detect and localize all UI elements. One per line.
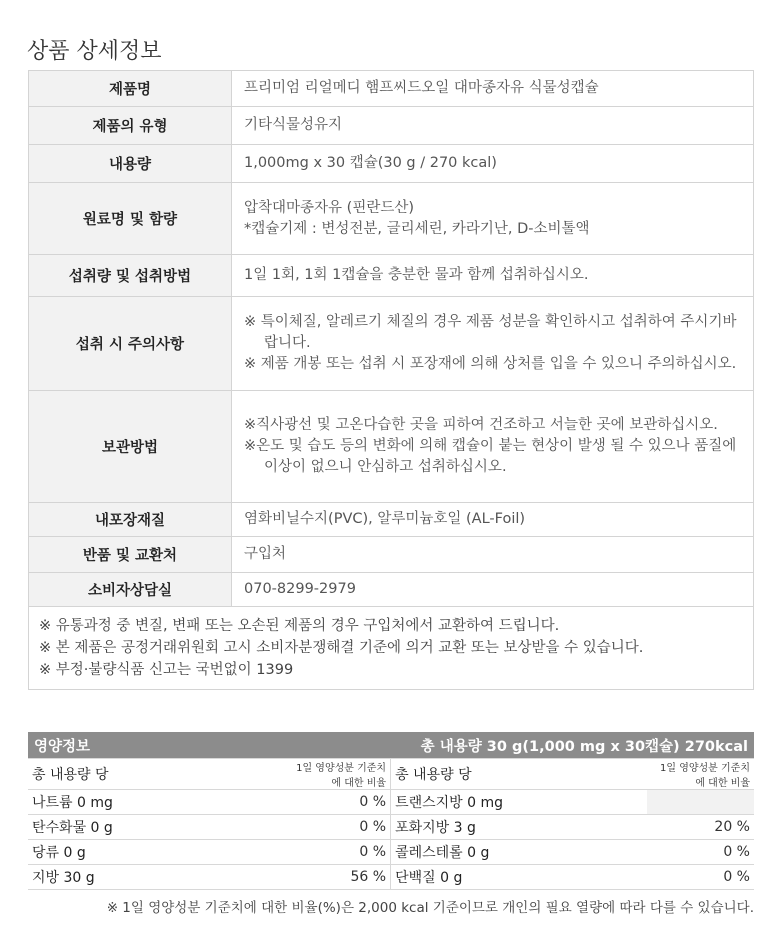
- nutrient-name: 트랜스지방 0 mg: [391, 790, 648, 815]
- sub-right-label: 총 내용량 당: [391, 759, 648, 790]
- sub-left-label: 총 내용량 당: [28, 759, 284, 790]
- nutrition-subheader: [28, 759, 754, 790]
- detail-label: 내포장재질: [29, 503, 232, 537]
- detail-line: 압착대마종자유 (핀란드산): [244, 199, 414, 216]
- detail-row: [29, 145, 754, 183]
- detail-row: [29, 573, 754, 607]
- nutrition-footnote: ※ 1일 영양성분 기준치에 대한 비율(%)은 2,000 kcal 기준이므로 개인의 필요 열량에 따라 다를 수 있습니다.: [106, 900, 754, 916]
- nutrient-pct: 0 %: [647, 840, 754, 865]
- detail-row: [29, 71, 754, 107]
- detail-value: [232, 183, 754, 255]
- detail-label: 제품명: [29, 71, 232, 107]
- detail-row: [29, 255, 754, 297]
- detail-line: *캡슐기제 : 변성전분, 글리세린, 카라기난, D-소비톨액: [244, 220, 590, 237]
- nutrient-name: 포화지방 3 g: [391, 815, 648, 840]
- detail-line: ※ 특이체질, 알레르기 체질의 경우 제품 성분을 확인하시고 섭취하여 주시기바랍니다.: [244, 314, 737, 351]
- nutrition-row: [28, 865, 754, 890]
- product-detail-table: [28, 70, 754, 690]
- nutrition-row: [28, 840, 754, 865]
- detail-label: 제품의 유형: [29, 107, 232, 145]
- detail-row: [29, 503, 754, 537]
- detail-value: 구입처: [232, 537, 754, 573]
- nutrient-pct: 0 %: [284, 790, 391, 815]
- detail-label: 반품 및 교환처: [29, 537, 232, 573]
- detail-line: ※온도 및 습도 등의 변화에 의해 캡슐이 붙는 현상이 발생 될 수 있으나 품질에 이상이 없으니 안심하고 섭취하십시오.: [244, 438, 737, 475]
- page-title: 상품 상세정보: [27, 39, 162, 64]
- nutrient-name: 콜레스테롤 0 g: [391, 840, 648, 865]
- nutrient-name: 탄수화물 0 g: [28, 815, 284, 840]
- nutrition-table: [28, 732, 754, 890]
- nutrient-name: 지방 30 g: [28, 865, 284, 890]
- detail-value: 1일 1회, 1회 1캡슐을 충분한 물과 함께 섭취하십시오.: [232, 255, 754, 297]
- notes-cell: [29, 607, 754, 690]
- detail-row: [29, 107, 754, 145]
- detail-label: 원료명 및 함량: [29, 183, 232, 255]
- nutrition-total: 총 내용량 30 g(1,000 mg x 30캡슐) 270kcal: [391, 732, 754, 759]
- detail-value: 프리미엄 리얼메디 햄프씨드오일 대마종자유 식물성캡슐: [232, 71, 754, 107]
- notes-row: [29, 607, 754, 690]
- detail-label: 내용량: [29, 145, 232, 183]
- detail-label: 섭취량 및 섭취방법: [29, 255, 232, 297]
- nutrition-header: [28, 732, 754, 759]
- detail-row: [29, 391, 754, 503]
- nutrition-row: [28, 790, 754, 815]
- detail-line: ※ 제품 개봉 또는 섭취 시 포장재에 의해 상처를 입을 수 있으니 주의하십시오.: [244, 356, 737, 372]
- sub-left-pct: 1일 영양성분 기준치에 대한 비율: [284, 759, 391, 790]
- nutrient-pct: 20 %: [647, 815, 754, 840]
- nutrient-pct: 0 %: [284, 815, 391, 840]
- detail-value: 기타식물성유지: [232, 107, 754, 145]
- detail-row: [29, 183, 754, 255]
- nutrient-pct: 0 %: [647, 865, 754, 890]
- detail-line: ※직사광선 및 고온다습한 곳을 피하여 건조하고 서늘한 곳에 보관하십시오.: [244, 417, 718, 433]
- nutrition-title: 영양정보: [28, 732, 391, 759]
- nutrient-pct: 56 %: [284, 865, 391, 890]
- sub-right-pct: 1일 영양성분 기준치에 대한 비율: [647, 759, 754, 790]
- note-line: ※ 부정·불량식품 신고는 국번없이 1399: [39, 662, 294, 678]
- detail-label: 소비자상담실: [29, 573, 232, 607]
- nutrient-name: 당류 0 g: [28, 840, 284, 865]
- note-line: ※ 본 제품은 공정거래위원회 고시 소비자분쟁해결 기준에 의거 교환 또는 보상받을 수 있습니다.: [39, 640, 644, 656]
- detail-value: [232, 297, 754, 391]
- note-line: ※ 유통과정 중 변질, 변패 또는 오손된 제품의 경우 구입처에서 교환하여 드립니다.: [39, 618, 560, 634]
- nutrition-row: [28, 815, 754, 840]
- detail-label: 보관방법: [29, 391, 232, 503]
- detail-value: 염화비닐수지(PVC), 알루미늄호일 (AL-Foil): [232, 503, 754, 537]
- nutrient-name: 단백질 0 g: [391, 865, 648, 890]
- detail-label: 섭취 시 주의사항: [29, 297, 232, 391]
- detail-value: [232, 391, 754, 503]
- detail-value: 070-8299-2979: [232, 573, 754, 607]
- detail-row: [29, 537, 754, 573]
- nutrient-name: 나트륨 0 mg: [28, 790, 284, 815]
- detail-value: 1,000mg x 30 캡슐(30 g / 270 kcal): [232, 145, 754, 183]
- detail-row: [29, 297, 754, 391]
- nutrient-pct: [647, 790, 754, 815]
- nutrient-pct: 0 %: [284, 840, 391, 865]
